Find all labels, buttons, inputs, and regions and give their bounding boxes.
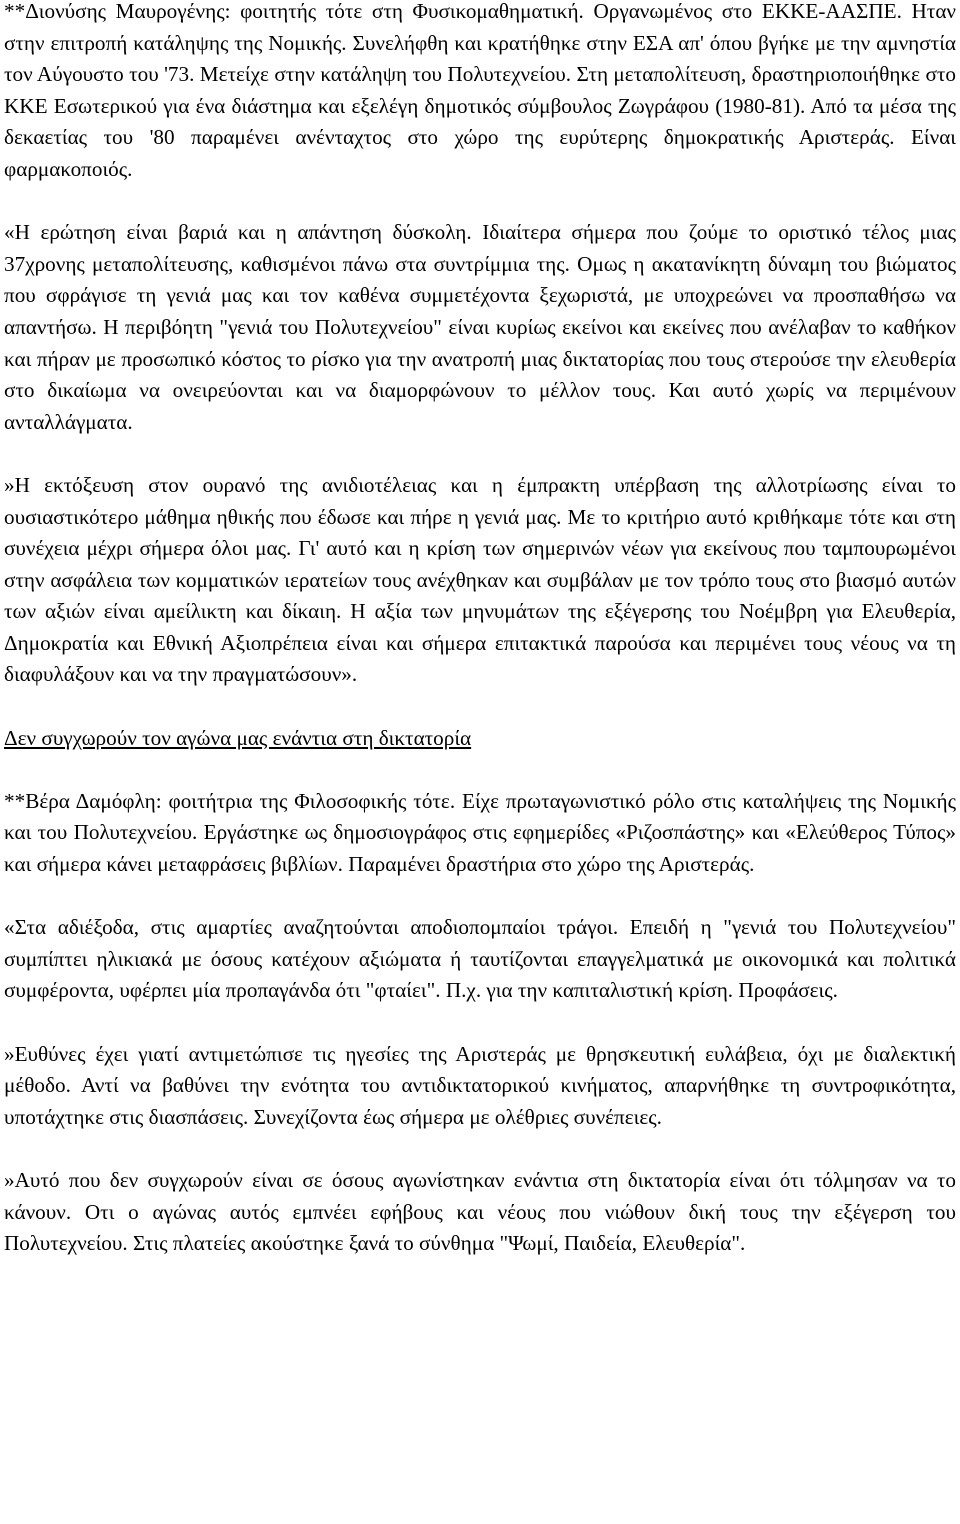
mavrogenis-answer-paragraph-1: «Η ερώτηση είναι βαριά και η απάντηση δύσκολη. Ιδιαίτερα σήμερα που ζούμε το οριστικό τέλος μιας 37χρονης μεταπολίτευσης, καθισμένοι πάνω στα συντρίμμια της. Ομως η ακατανίκητη δύναμη του βιώματος που σφράγισε τη γενιά μας και τον καθένα συμμετέχοντα ξεχωριστά, με υποχρεώνει να προσπαθήσω να απαντήσω. Η περιβόητη "γενιά του Πολυτεχνείου" είναι κυρίως εκείνοι και εκείνες που ανέλαβαν το καθήκον και πήραν με προσωπικό κόστος το ρίσκο για την ανατροπή μιας δικτατορίας που τους στερούσε την ελευθερία στο δικαίωμα να ονειρεύονται και να διαμορφώνουν το μέλλον τους. Και αυτό χωρίς να περιμένουν ανταλλάγματα. bbox=[4, 220, 956, 434]
paragraph-spacer bbox=[4, 754, 956, 786]
paragraph-spacer bbox=[4, 1007, 956, 1039]
paragraph-spacer bbox=[4, 186, 956, 218]
damofli-answer-paragraph-1: «Στα αδιέξοδα, στις αμαρτίες αναζητούνται αποδιοπομπαίοι τράγοι. Επειδή η "γενιά του Πολυτεχνείου" συμπίπτει ηλικιακά με όσους κατέχουν αξιώματα ή ταυτίζονται επαγγελματικά με οικονομικά και πολιτικά συμφέροντα, υφέρπει μία προπαγάνδα ότι "φταίει". Π.χ. για την καπιταλιστική κρίση. Προφάσεις. bbox=[4, 915, 956, 1003]
damofli-answer-paragraph-3: »Αυτό που δεν συγχωρούν είναι σε όσους αγωνίστηκαν ενάντια στη δικτατορία είναι ότι τόλμησαν να το κάνουν. Οτι ο αγώνας αυτός εμπνέει εφήβους και νέους που νιώθουν δική τους την εξέγερση του Πολυτεχνείου. Στις πλατείες ακούστηκε ξανά το σύνθημα "Ψωμί, Παιδεία, Ελευθερία". bbox=[4, 1167, 956, 1256]
section-heading: Δεν συγχωρούν τον αγώνα μας ενάντια στη δικτατορία bbox=[4, 725, 472, 750]
bio-damofli-paragraph: **Βέρα Δαμόφλη: φοιτήτρια της Φιλοσοφικής τότε. Είχε πρωταγωνιστικό ρόλο στις καταλήψεις της Νομικής και του Πολυτεχνείου. Εργάστηκε ως δημοσιογράφος στις εφημερίδες «Ριζοσπάστης» και «Ελεύθερος Τύπος» και σήμερα κάνει μεταφράσεις βιβλίων. Παραμένει δραστήρια στο χώρο της Αριστεράς. bbox=[4, 788, 956, 877]
mavrogenis-answer-paragraph-2: »Η εκτόξευση στον ουρανό της ανιδιοτέλειας και η έμπρακτη υπέρβαση της αλλοτρίωσης είναι το ουσιαστικότερο μάθημα ηθικής που έδωσε και πήρε η γενιά μας. Με το κριτήριο αυτό κριθήκαμε τότε και στη συνέχεια μέχρι σήμερα όλοι μας. Γι' αυτό και η κρίση των σημερινών νέων για εκείνους που ταμπουρωμένοι στην ασφάλεια των κομματικών ιερατείων τους ανέχθηκαν και συμβάλαν με τον τρόπο τους στο βιασμό αυτών των αξιών είναι αμείλικτη και δίκαιη. Η αξία των μηνυμάτων της εξέγερσης του Νοέμβρη για Ελευθερία, Δημοκρατία και Εθνική Αξιοπρέπεια είναι και σήμερα επιτακτικά παρούσα και περιμένει τους νέους να τη διαφυλάξουν και να την πραγματώσουν». bbox=[4, 472, 956, 687]
bio-mavrogenis-paragraph: **Διονύσης Μαυρογένης: φοιτητής τότε στη Φυσικομαθηματική. Οργανωμένος στο ΕΚΚΕ-ΑΑΣΠΕ. Ηταν στην επιτροπή κατάληψης της Νομικής. Συνελήφθη και κρατήθηκε στην ΕΣΑ απ' όπου βγήκε με την αμνηστία τον Αύγουστο του '73. Μετείχε στην κατάληψη του Πολυτεχνείου. Στη μεταπολίτευση, δραστηριοποιήθηκε στο ΚΚΕ Εσωτερικού για ένα διάστημα και εξελέγη δημοτικός σύμβουλος Ζωγράφου (1980-81). Από τα μέσα της δεκαετίας του '80 παραμένει ανένταχτος στο χώρο της ευρύτερης δημοκρατικής Αριστεράς. Είναι φαρμακοποιός. bbox=[4, 0, 956, 181]
paragraph-spacer bbox=[4, 1133, 956, 1165]
damofli-answer-paragraph-2: »Ευθύνες έχει γιατί αντιμετώπισε τις ηγεσίες της Αριστεράς με θρησκευτική ευλάβεια, όχι με διαλεκτική μέθοδο. Αντί να βαθύνει την ενότητα του αντιδικτατορικού κινήματος, απαρνήθηκε τη συντροφικότητα, υποτάχτηκε στις διασπάσεις. Συνεχίζοντα έως σήμερα με ολέθριες συνέπειες. bbox=[4, 1041, 956, 1129]
paragraph-spacer bbox=[4, 438, 956, 470]
paragraph-spacer bbox=[4, 691, 956, 723]
paragraph-spacer bbox=[4, 881, 956, 913]
